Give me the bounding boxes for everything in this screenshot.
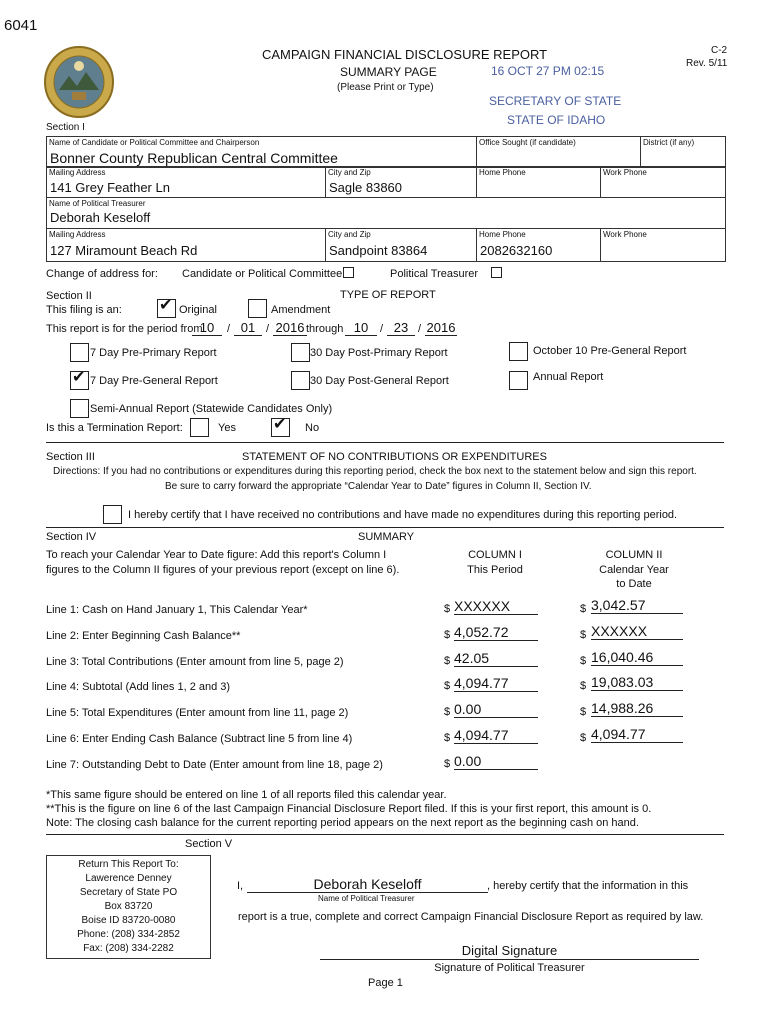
report-30-day-post-general-checkbox[interactable]: [291, 371, 310, 390]
city-zip-label: City and Zip: [328, 168, 371, 177]
summary-line-label: Line 1: Cash on Hand January 1, This Calendar Year*: [46, 604, 308, 616]
column-1-value[interactable]: 0.00: [454, 701, 538, 718]
original-checkbox[interactable]: [157, 299, 176, 318]
section-3-label: Section III: [46, 451, 95, 463]
work-phone-label: Work Phone: [603, 168, 647, 177]
form-title: CAMPAIGN FINANCIAL DISCLOSURE REPORT: [262, 47, 548, 62]
report-7-day-pre-general-checkbox[interactable]: [70, 371, 89, 390]
office-sought-label: Office Sought (if candidate): [479, 138, 576, 147]
city-zip-field[interactable]: [325, 166, 477, 198]
treasurer-work-phone-field[interactable]: [600, 228, 726, 262]
return-address-line: Lawerence Denney: [85, 873, 172, 884]
name-caption: Name of Political Treasurer: [318, 894, 415, 903]
termination-yes-label: Yes: [218, 422, 236, 434]
print-instruction: (Please Print or Type): [337, 82, 434, 93]
change-candidate-checkbox[interactable]: [343, 267, 354, 278]
report-semi-annual-checkbox[interactable]: [70, 399, 89, 418]
return-address-lines: [47, 858, 210, 956]
amendment-checkbox[interactable]: [248, 299, 267, 318]
treasurer-mailing-label: Mailing Address: [49, 230, 106, 239]
currency-symbol: $: [580, 706, 587, 718]
certify-statement-2: report is a true, complete and correct Campaign Financial Disclosure Report as required by law.: [238, 911, 704, 923]
form-revision: Rev. 5/11: [686, 58, 728, 69]
summary-line-label: Line 2: Enter Beginning Cash Balance**: [46, 630, 241, 642]
date-separator: /: [266, 323, 270, 335]
currency-symbol: $: [444, 706, 451, 718]
summary-line-label: Line 6: Enter Ending Cash Balance (Subtract line 5 from line 4): [46, 733, 353, 745]
mailing-address-field[interactable]: [46, 166, 326, 198]
section-divider: [46, 527, 724, 528]
received-stamp-state: STATE OF IDAHO: [507, 113, 606, 127]
certify-prefix: I,: [237, 880, 244, 892]
state-seal: [44, 46, 114, 118]
home-phone-label: Home Phone: [479, 168, 526, 177]
column-2-value[interactable]: 3,042.57: [591, 597, 683, 614]
report-30-day-post-primary-label: 30 Day Post-Primary Report: [310, 347, 448, 359]
district-field[interactable]: [640, 136, 726, 168]
form-code: C-2: [711, 45, 728, 56]
date-separator: /: [380, 323, 384, 335]
treasurer-city-label: City and Zip: [328, 230, 371, 239]
currency-symbol: $: [444, 732, 451, 744]
no-contributions-checkbox[interactable]: [103, 505, 122, 524]
column-1-value[interactable]: 42.05: [454, 650, 538, 667]
currency-symbol: $: [580, 655, 587, 667]
report-oct10-pre-general-checkbox[interactable]: [509, 342, 528, 361]
return-address-box: [46, 855, 211, 959]
currency-symbol: $: [444, 758, 451, 770]
mailing-address-value: 141 Grey Feather Ln: [50, 180, 170, 195]
treasurer-work-phone-label: Work Phone: [603, 230, 647, 239]
treasurer-city-field[interactable]: [325, 228, 477, 262]
return-address-line: Box 83720: [104, 901, 153, 912]
change-address-label: Change of address for:: [46, 268, 158, 280]
column-1-header: COLUMN I: [468, 549, 522, 561]
period-from-year[interactable]: 2016: [273, 320, 307, 336]
period-from-day[interactable]: 01: [234, 320, 262, 336]
currency-symbol: $: [580, 680, 587, 692]
column-1-value[interactable]: 4,094.77: [454, 727, 538, 744]
candidate-name-label: Name of Candidate or Political Committee and Chairperson: [49, 138, 260, 147]
summary-intro: To reach your Calendar Year to Date figure: Add this report's Column I: [46, 549, 387, 561]
signature-caption: Signature of Political Treasurer: [434, 962, 585, 974]
termination-label: Is this a Termination Report:: [46, 422, 183, 434]
section-2-label: Section II: [46, 290, 92, 302]
return-address-line: Fax: (208) 334-2282: [83, 943, 174, 954]
column-1-value[interactable]: 4,094.77: [454, 675, 538, 692]
treasurer-name-signature-field[interactable]: Deborah Keseloff: [247, 876, 488, 893]
termination-yes-checkbox[interactable]: [190, 418, 209, 437]
currency-symbol: $: [444, 629, 451, 641]
treasurer-mailing-value: 127 Miramount Beach Rd: [50, 243, 198, 258]
treasurer-mailing-field[interactable]: [46, 228, 326, 262]
period-label: This report is for the period from: [46, 323, 203, 335]
treasurer-name-value: Deborah Keseloff: [50, 210, 151, 225]
change-treasurer-label: Political Treasurer: [390, 268, 479, 280]
original-label: Original: [179, 304, 217, 316]
footnote-1: *This same figure should be entered on line 1 of all reports filed this calendar year.: [46, 789, 447, 801]
report-semi-annual-label: Semi-Annual Report (Statewide Candidates Only): [90, 403, 333, 415]
mailing-address-label: Mailing Address: [49, 168, 106, 177]
termination-no-checkbox[interactable]: [271, 418, 290, 437]
period-to-day[interactable]: 23: [387, 320, 415, 336]
summary-line-label: Line 5: Total Expenditures (Enter amount from line 11, page 2): [46, 707, 349, 719]
section-divider: [46, 834, 724, 835]
page-number: Page 1: [368, 977, 403, 989]
change-candidate-label: Candidate or Political Committee: [182, 268, 343, 280]
change-treasurer-checkbox[interactable]: [491, 267, 502, 278]
column-2-value[interactable]: 16,040.46: [591, 649, 683, 666]
filing-type-label: This filing is an:: [46, 304, 122, 316]
check-mark-icon: ✔: [72, 369, 86, 386]
date-separator: /: [227, 323, 231, 335]
document-number: 6041: [4, 17, 38, 34]
summary-line-label: Line 7: Outstanding Debt to Date (Enter amount from line 18, page 2): [46, 759, 383, 771]
district-label: District (if any): [643, 138, 695, 147]
return-address-line: Return This Report To:: [78, 859, 179, 870]
column-2-value[interactable]: XXXXXX: [591, 623, 683, 640]
type-of-report-title: TYPE OF REPORT: [340, 289, 436, 301]
treasurer-name-field[interactable]: [46, 197, 726, 229]
received-stamp-office: SECRETARY OF STATE: [489, 94, 622, 108]
report-oct10-pre-general-label: October 10 Pre-General Report: [533, 345, 687, 357]
report-7-day-pre-general-label: 7 Day Pre-General Report: [90, 375, 218, 387]
column-2-value[interactable]: 19,083.03: [591, 674, 683, 691]
candidate-name-field[interactable]: [46, 136, 477, 168]
period-to-month[interactable]: 10: [345, 320, 377, 336]
summary-line-label: Line 3: Total Contributions (Enter amount from line 5, page 2): [46, 656, 344, 668]
column-1-value[interactable]: XXXXXX: [454, 598, 538, 615]
summary-line-label: Line 4: Subtotal (Add lines 1, 2 and 3): [46, 681, 231, 693]
currency-symbol: $: [444, 680, 451, 692]
section-1-label: Section I: [46, 122, 85, 133]
section-divider: [46, 442, 724, 443]
currency-symbol: $: [444, 655, 451, 667]
date-separator: /: [418, 323, 422, 335]
period-from-month[interactable]: 10: [192, 320, 222, 336]
currency-symbol: $: [580, 629, 587, 641]
candidate-name-value: Bonner County Republican Central Committee: [50, 150, 338, 166]
column-2-value[interactable]: 14,988.26: [591, 700, 683, 717]
report-7-day-pre-primary-label: 7 Day Pre-Primary Report: [90, 347, 217, 359]
amendment-label: Amendment: [271, 304, 331, 316]
column-1-value[interactable]: 0.00: [454, 753, 538, 770]
return-address-line: Secretary of State PO: [79, 887, 178, 898]
column-2-subheader-2: to Date: [616, 578, 652, 590]
no-contributions-statement: I hereby certify that I have received no contributions and have made no expenditures during this reporting period.: [128, 509, 678, 521]
report-annual-checkbox[interactable]: [509, 371, 528, 390]
office-sought-field[interactable]: [476, 136, 641, 168]
through-label: through: [306, 323, 344, 335]
section-5-label: Section V: [185, 838, 233, 850]
return-address-line: Phone: (208) 334-2852: [77, 929, 180, 940]
column-2-subheader: Calendar Year: [599, 564, 669, 576]
treasurer-home-phone-value: 2082632160: [480, 243, 553, 258]
closing-balance-note: Note: The closing cash balance for the current reporting period appears on the next report as the beginning cash on hand.: [46, 817, 639, 829]
currency-symbol: $: [444, 603, 451, 615]
column-1-value[interactable]: 4,052.72: [454, 624, 538, 641]
home-phone-field[interactable]: [476, 166, 601, 198]
treasurer-home-phone-label: Home Phone: [479, 230, 526, 239]
no-contributions-title: STATEMENT OF NO CONTRIBUTIONS OR EXPENDITURES: [242, 451, 547, 463]
footnote-2: **This is the figure on line 6 of the last Campaign Financial Disclosure Report filed. If this is your first report, this amount is 0.: [46, 803, 652, 815]
report-7-day-pre-primary-checkbox[interactable]: [70, 343, 89, 362]
currency-symbol: $: [580, 732, 587, 744]
summary-title: SUMMARY: [358, 531, 415, 543]
summary-intro-2: figures to the Column II figures of your previous report (except on line 6).: [46, 564, 400, 576]
form-subtitle: SUMMARY PAGE: [340, 65, 437, 79]
received-stamp-datetime: 16 OCT 27 PM 02:15: [491, 64, 605, 78]
currency-symbol: $: [580, 603, 587, 615]
certify-statement: , hereby certify that the information in this: [487, 880, 689, 892]
digital-signature[interactable]: Digital Signature: [461, 943, 558, 958]
treasurer-name-label: Name of Political Treasurer: [49, 199, 146, 208]
section-3-directions-2: Be sure to carry forward the appropriate “Calendar Year to Date” figures in Column II, Section IV.: [165, 481, 592, 492]
check-mark-icon: ✔: [159, 297, 173, 314]
return-address-line: Boise ID 83720-0080: [81, 915, 176, 926]
report-30-day-post-general-label: 30 Day Post-General Report: [310, 375, 449, 387]
termination-no-label: No: [305, 422, 320, 434]
column-1-subheader: This Period: [467, 564, 523, 576]
work-phone-field[interactable]: [600, 166, 726, 198]
column-2-header: COLUMN II: [605, 549, 663, 561]
city-zip-value: Sagle 83860: [329, 180, 403, 195]
treasurer-home-phone-field[interactable]: [476, 228, 601, 262]
section-4-label: Section IV: [46, 531, 97, 543]
treasurer-city-value: Sandpoint 83864: [329, 243, 428, 258]
column-2-value[interactable]: 4,094.77: [591, 726, 683, 743]
section-3-directions: Directions: If you had no contributions or expenditures during this reporting period, check the box next to the statement below and sign this report.: [53, 466, 697, 477]
report-30-day-post-primary-checkbox[interactable]: [291, 343, 310, 362]
signature-line: [320, 959, 699, 960]
period-to-year[interactable]: 2016: [426, 320, 456, 335]
report-annual-label: Annual Report: [533, 371, 604, 383]
check-mark-icon: ✔: [273, 416, 287, 433]
